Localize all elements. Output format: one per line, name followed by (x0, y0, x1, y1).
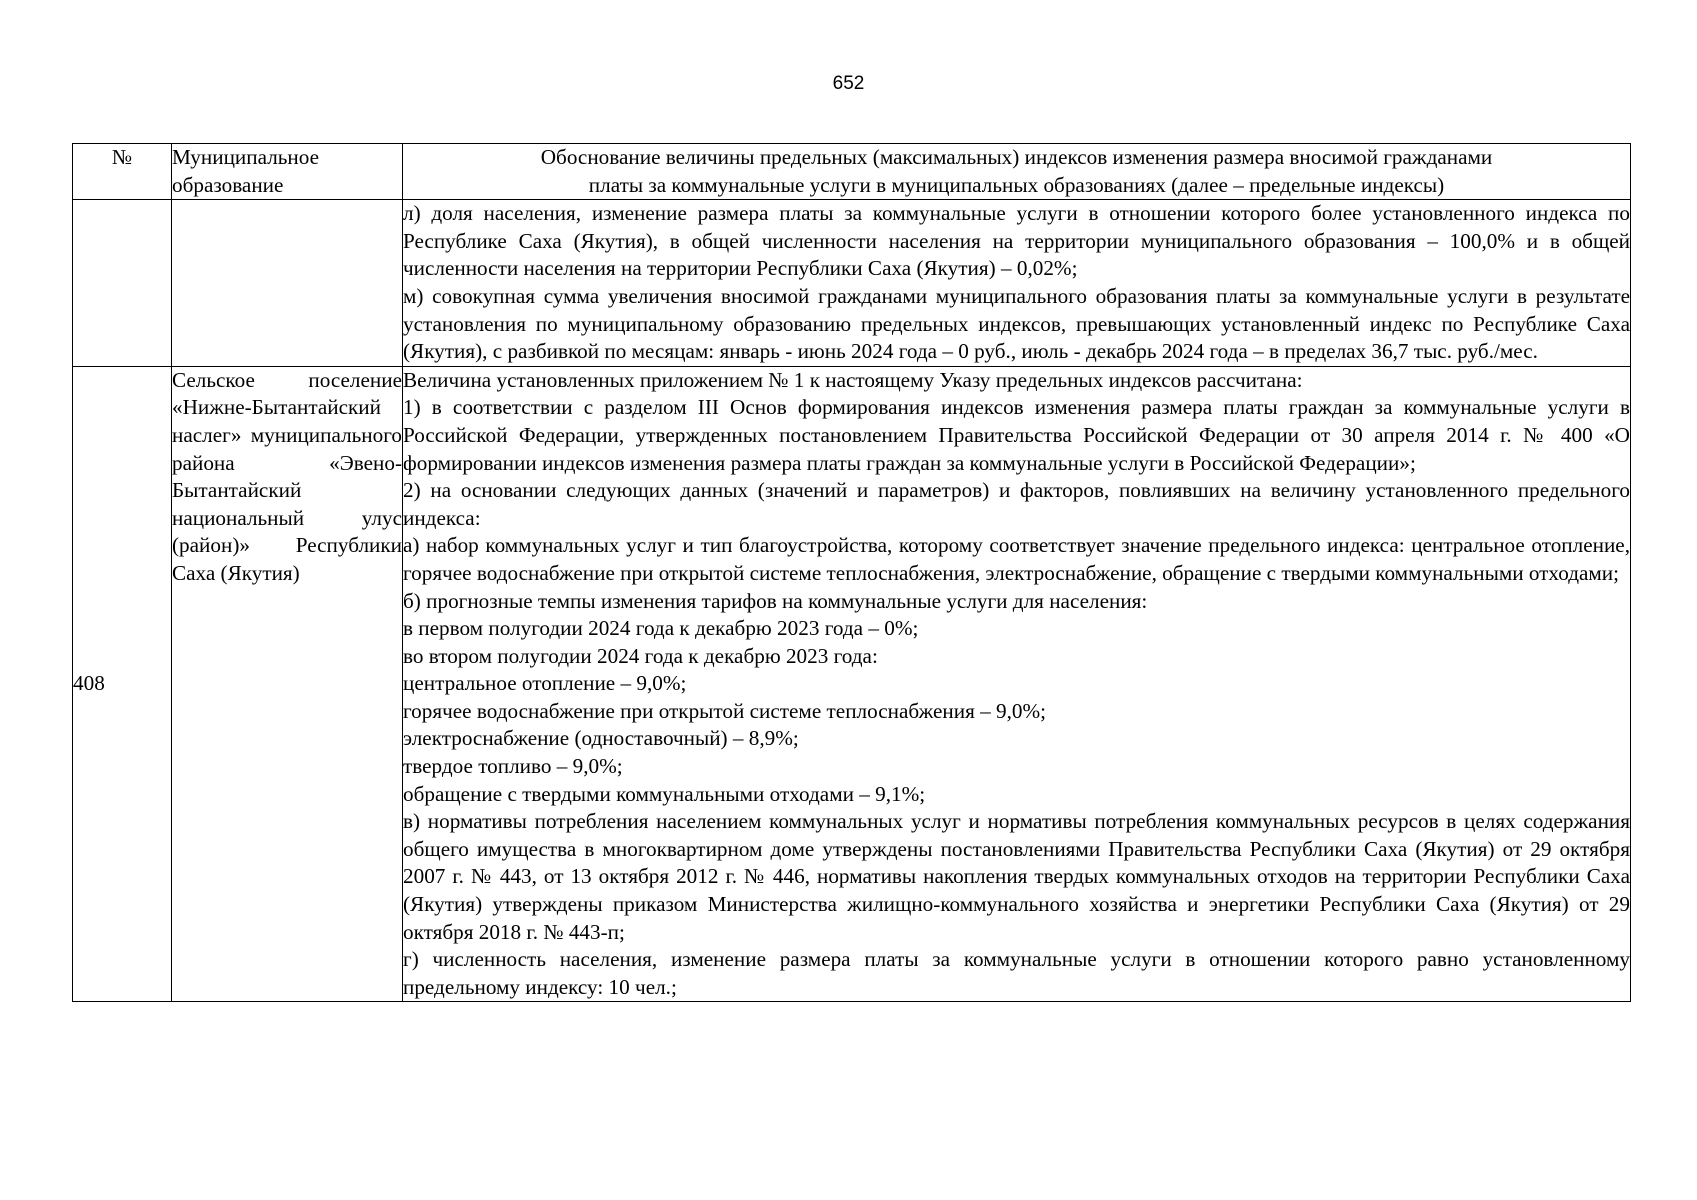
paragraph: центральное отопление – 9,0%; (403, 671, 687, 696)
paragraph: б) прогнозные темпы изменения тарифов на коммунальные услуги для населения: (403, 588, 1148, 613)
paragraph: г) численность населения, изменение размера платы за коммунальные услуги в отношении которого равно установленному предельному индексу: 10 чел.; (403, 947, 1630, 999)
paragraph: л) доля населения, изменение размера платы за коммунальные услуги в отношении которого более установленного индекса по Республике Саха (Якутия), в общей численности населения на территории муниципального образования – 100,0% и в общей численности населения на территории Республики Саха (Якутия) – 0,02%; (403, 201, 1630, 281)
row-justification (403, 200, 1631, 367)
row-municipality: Сельское поселение «Нижне-Бытантайский наслег» муниципального района «Эвено-Бытантайский национальный улус (район)» Республики Саха (Якутия) (172, 366, 403, 1002)
paragraph: горячее водоснабжение при открытой системе теплоснабжения – 9,0%; (403, 698, 1047, 723)
page-number: 652 (832, 73, 865, 94)
column-header-justification-line1: Обоснование величины предельных (максимальных) индексов изменения размера вносимой гражданами (540, 145, 1493, 169)
column-header-municipality: Муниципальное образование (172, 144, 403, 200)
column-header-number: № (73, 144, 172, 200)
paragraph: обращение с твердыми коммунальными отходами – 9,1%; (403, 781, 926, 806)
row-number: 408 (73, 366, 172, 1002)
row-municipality (172, 200, 403, 367)
paragraph: а) набор коммунальных услуг и тип благоустройства, которому соответствует значение предельного индекса: центральное отопление, горячее водоснабжение при открытой системе теплоснабжения, электроснабжение, обращение с твердыми коммунальными отходами; (403, 533, 1630, 585)
justification-table (72, 143, 1631, 1002)
paragraph: в) нормативы потребления населением коммунальных услуг и нормативы потребления коммунальных ресурсов в целях содержания общего имущества в многоквартирном доме утверждены постановлениями Правительства Республики Саха (Якутия) от 29 октября 2007 г. № 443, от 13 октября 2012 г. № 446, нормативы накопления твердых коммунальных отходов на территории Республики Саха (Якутия) утверждены приказом Министерства жилищно-коммунального хозяйства и энергетики Республики Саха (Якутия) от 29 октября 2018 г. № 443-п; (403, 809, 1630, 944)
row-number (73, 200, 172, 367)
paragraph: во втором полугодии 2024 года к декабрю 2023 года: (403, 643, 878, 668)
paragraph: м) совокупная сумма увеличения вносимой гражданами муниципального образования платы за коммунальные услуги в результате установления по муниципальному образованию предельных индексов, превышающих установленный индекс по Республике Саха (Якутия), с разбивкой по месяцам: январь - июнь 2024 года – 0 руб., июль - декабрь 2024 года – в пределах 36,7 тыс. руб./мес. (403, 283, 1630, 364)
paragraph: Величина установленных приложением № 1 к настоящему Указу предельных индексов рассчитана: (403, 367, 1303, 392)
paragraph: в первом полугодии 2024 года к декабрю 2023 года – 0%; (403, 616, 919, 641)
paragraph: твердое топливо – 9,0%; (403, 754, 623, 779)
paragraph: электроснабжение (одноставочный) – 8,9%; (403, 726, 799, 751)
paragraph: 2) на основании следующих данных (значений и параметров) и факторов, повлиявших на величину установленного предельного индекса: (403, 478, 1630, 530)
column-header-justification (403, 144, 1631, 200)
table-row (73, 200, 1631, 367)
column-header-justification-line2: платы за коммунальные услуги в муниципальных образованиях (далее – предельные индексы) (588, 172, 1445, 197)
table-row (73, 366, 1631, 1002)
row-justification (403, 366, 1631, 1002)
paragraph: 1) в соответствии с разделом III Основ формирования индексов изменения размера платы граждан за коммунальные услуги в Российской Федерации, утвержденных постановлением Правительства Российской Федерации от 30 апреля 2014 г. № 400 «О формировании индексов изменения размера платы граждан за коммунальные услуги в Российской Федерации»; (403, 395, 1630, 475)
table-header-row (73, 144, 1631, 200)
